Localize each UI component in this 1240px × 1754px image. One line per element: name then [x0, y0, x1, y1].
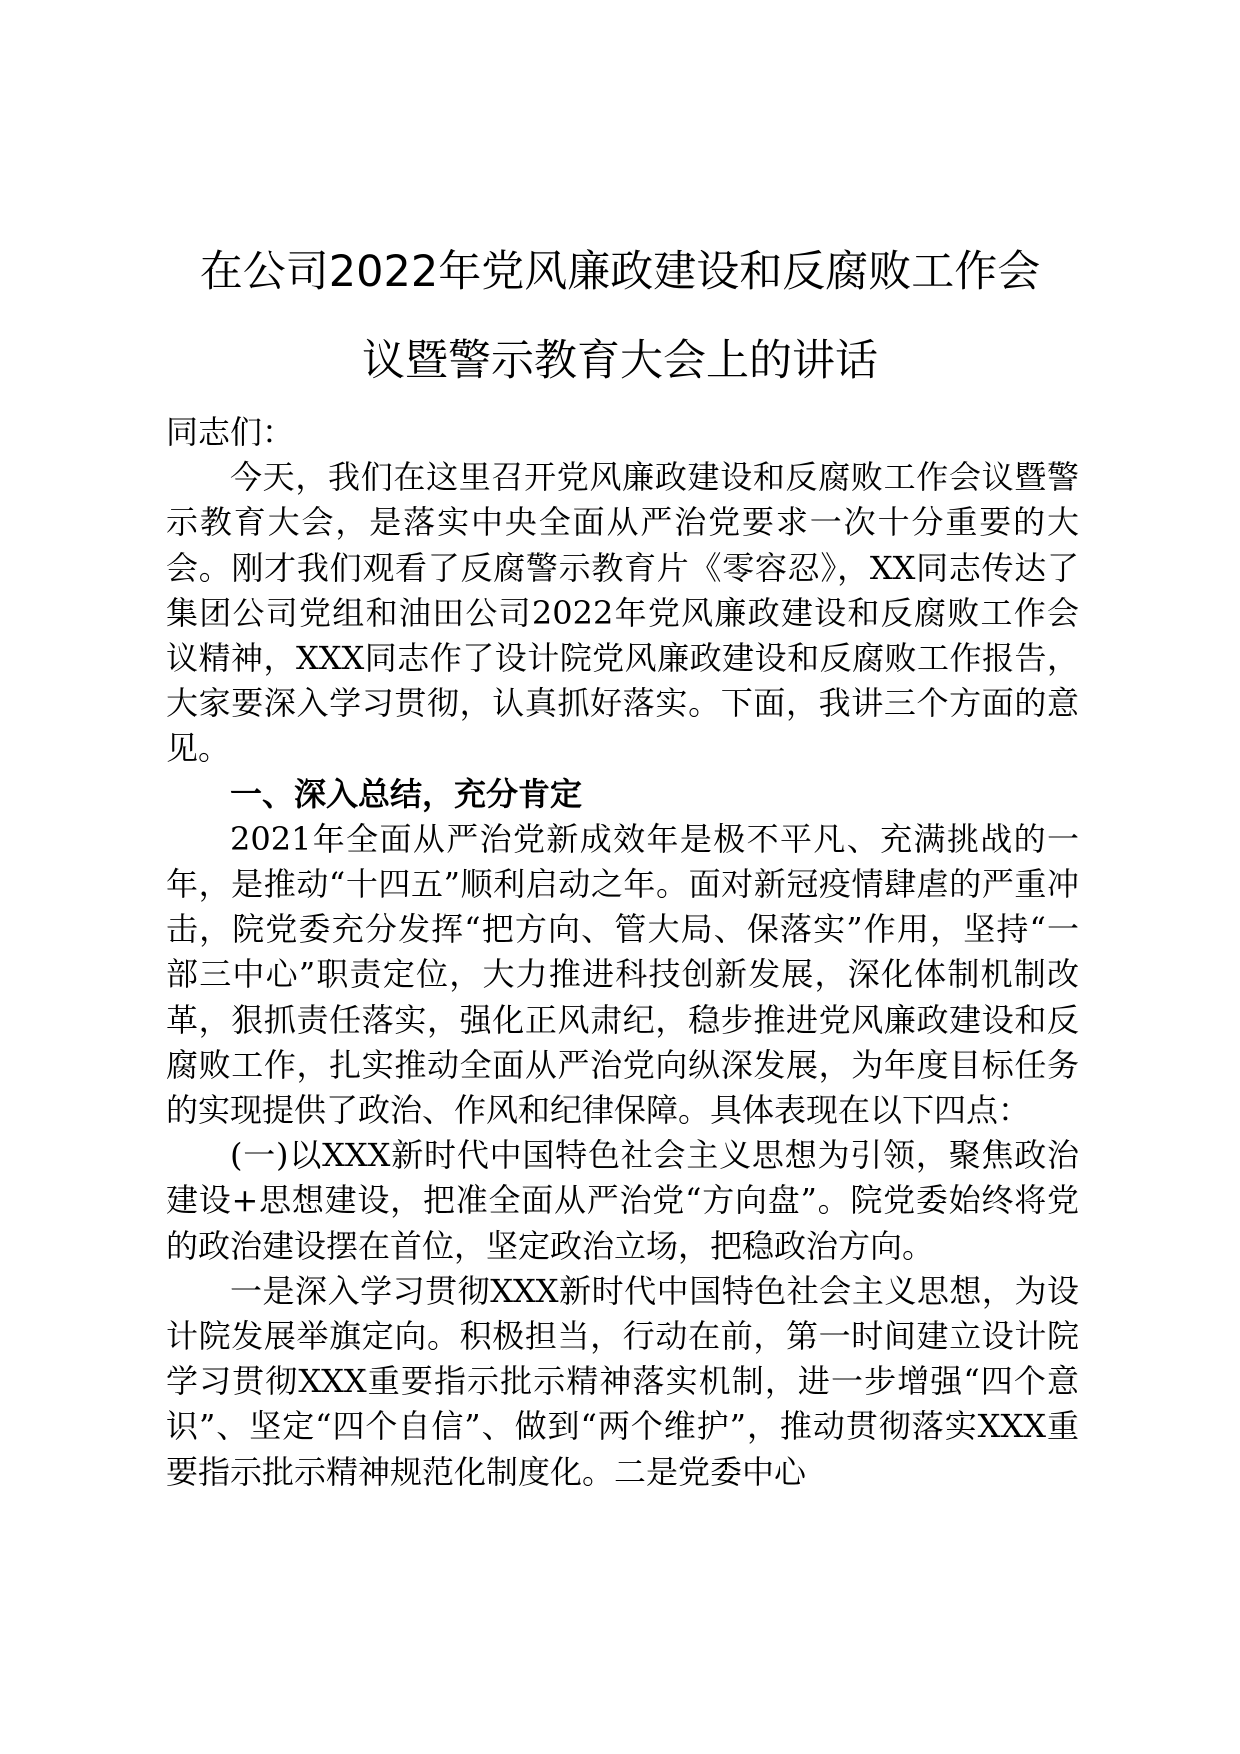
- paragraph-point-1: (一)以XXX新时代中国特色社会主义思想为引领，聚焦政治建设+思想建设，把准全面从严治党“方向盘”。院党委始终将党的政治建设摆在首位，坚定政治立场，把稳政治方向。: [166, 1136, 1079, 1265]
- document-title-line-2: 议暨警示教育大会上的讲话: [362, 336, 878, 386]
- document-body: [166, 410, 1079, 1495]
- section-heading-1: 一、深入总结，充分肯定: [230, 774, 583, 813]
- document-title-line-1: 在公司2022年党风廉政建设和反腐败工作会: [199, 247, 1041, 297]
- paragraph-point-1-detail: 一是深入学习贯彻XXX新时代中国特色社会主义思想，为设计院发展举旗定向。积极担当，行动在前，第一时间建立设计院学习贯彻XXX重要指示批示精神落实机制，进一步增强“四个意识”、坚定“四个自信”、做到“两个维护”，推动贯彻落实XXX重要指示批示精神规范化制度化。二是党委中心: [166, 1271, 1079, 1491]
- paragraph-intro: 今天，我们在这里召开党风廉政建设和反腐败工作会议暨警示教育大会，是落实中央全面从严治党要求一次十分重要的大会。刚才我们观看了反腐警示教育片《零容忍》，XX同志传达了集团公司党组和油田公司2022年党风廉政建设和反腐败工作会议精神，XXX同志作了设计院党风廉政建设和反腐败工作报告，大家要深入学习贯彻，认真抓好落实。下面，我讲三个方面的意见。: [166, 458, 1079, 768]
- salutation: 同志们：: [166, 413, 295, 451]
- paragraph-summary: 2021年全面从严治党新成效年是极不平凡、充满挑战的一年，是推动“十四五”顺利启动之年。面对新冠疫情肆虐的严重冲击，院党委充分发挥“把方向、管大局、保落实”作用，坚持“一部三中心”职责定位，大力推进科技创新发展，深化体制机制改革，狠抓责任落实，强化正风肃纪，稳步推进党风廉政建设和反腐败工作，扎实推动全面从严治党向纵深发展，为年度目标任务的实现提供了政治、作风和纪律保障。具体表现在以下四点：: [166, 819, 1079, 1130]
